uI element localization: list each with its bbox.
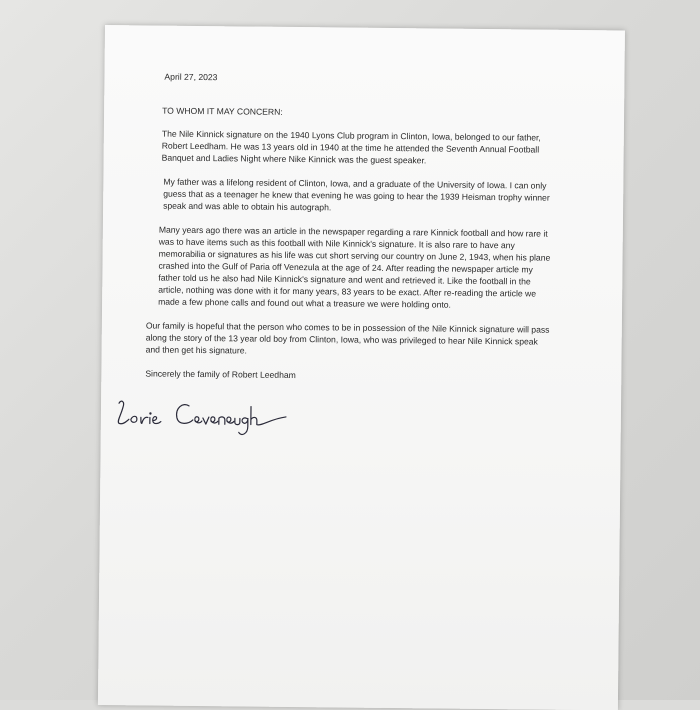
- paragraph-4: Our family is hopeful that the person who comes to be in possession of the Nile Kinnick signature will pass along the story of the 13 year old boy from Clinton, Iowa, who was privileged to hear Nile Kinnick speak and then get his signature.: [145, 320, 550, 356]
- handwritten-signature: [111, 395, 311, 442]
- letter-body: [141, 70, 554, 383]
- letter-page: [98, 25, 625, 710]
- closing-line: Sincerely the family of Robert Leedham: [145, 368, 296, 381]
- salutation: TO WHOM IT MAY CONCERN:: [162, 105, 283, 117]
- paragraph-1: The Nile Kinnick signature on the 1940 Lyons Club program in Clinton, Iowa, belonged to our father, Robert Leedham. He was 13 years old in 1940 at the time he attended the Seventh Annual Football Banquet and Ladies Night where Nike Kinnick was the guest speaker.: [161, 128, 541, 166]
- paragraph-2: My father was a lifelong resident of Clinton, Iowa, and a graduate of the University of Iowa. I can only guess that as a teenager he knew that evening he was going to hear the 1939 Heisman trophy winner speak and was able to obtain his autograph.: [163, 176, 550, 213]
- signature-scribble: [111, 395, 311, 442]
- letter-date: April 27, 2023: [164, 71, 218, 83]
- paragraph-3: Many years ago there was an article in the newspaper regarding a rare Kinnick football and how rare it was to have items such as this football with Nile Kinnick's signature. It is also rare to have any memorabilia or signatures as his life was cut short serving our country on June 2, 1943, when his plane crashed into the Gulf of Paria off Venezula at the age of 24. After reading the newspaper article my father told us he also had Nile Kinnick's signature and went and retrieved it. Like the football in the article, nothing was done with it for many years, 83 years to be exact. After re-reading the article we made a few phone calls and found out what a treasure we were holding onto.: [158, 224, 551, 310]
